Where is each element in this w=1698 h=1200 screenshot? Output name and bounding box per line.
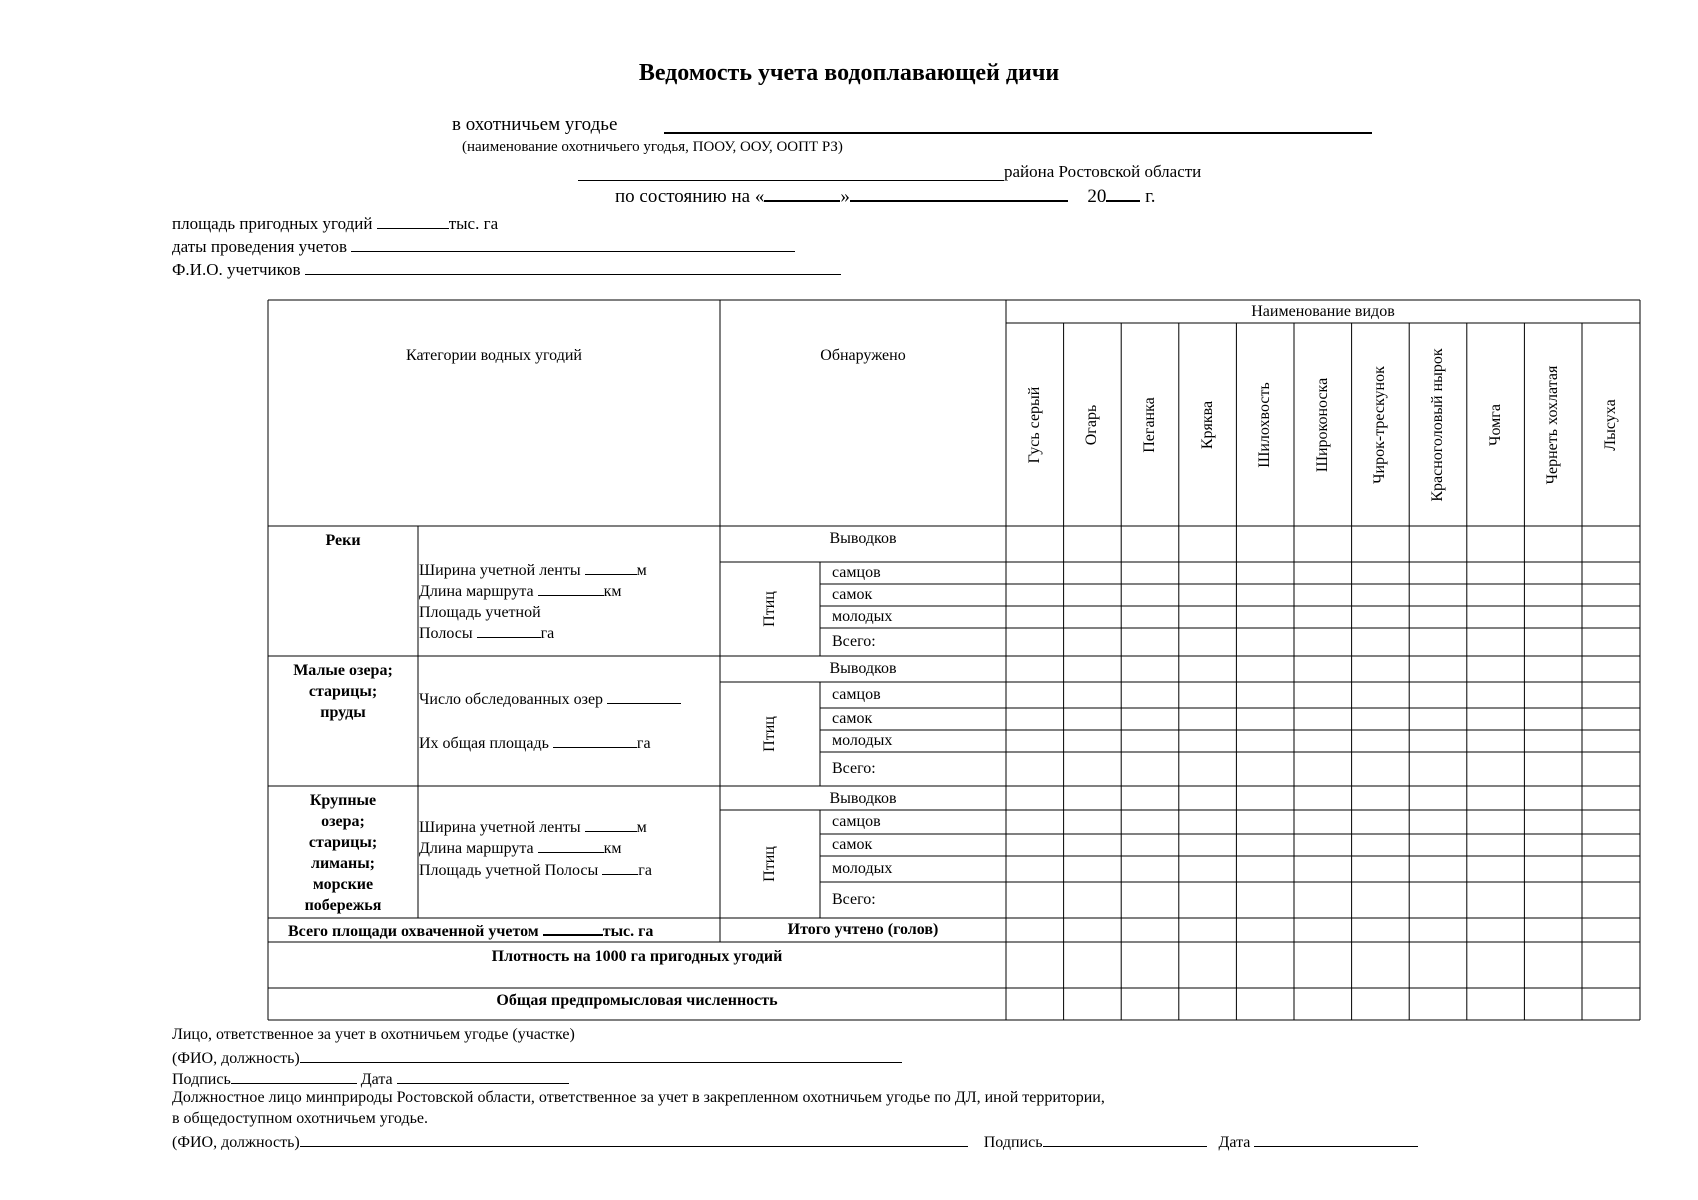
responsible-fio-field[interactable]	[300, 1047, 902, 1063]
category-param	[419, 838, 622, 859]
total-population-label: Общая предпромысловая численность	[496, 992, 778, 1009]
date-label-2: Дата	[1218, 1134, 1251, 1151]
district-suffix: района Ростовской области	[1004, 162, 1202, 181]
param-label: Полосы	[419, 625, 473, 642]
species-header: Шилохвость	[1256, 381, 1274, 468]
sub-row-label: молодых	[832, 732, 893, 749]
official-date-field[interactable]	[1254, 1131, 1418, 1147]
year-prefix: 20	[1087, 186, 1107, 207]
param-field[interactable]	[538, 581, 604, 596]
species-header: Красноголовый нырок	[1429, 347, 1446, 502]
signature-label-2: Подпись	[983, 1134, 1043, 1151]
category-param	[419, 560, 647, 581]
sub-row-label: Всего:	[832, 760, 876, 777]
sub-row-label: Всего:	[832, 891, 876, 908]
sub-row-label: молодых	[832, 860, 893, 877]
birds-label: Птиц	[761, 591, 778, 627]
category-name: морские	[312, 876, 374, 893]
fio-label-2: (ФИО, должность)	[172, 1134, 300, 1151]
sub-row-label: самцов	[832, 564, 881, 581]
header-species: Наименование видов	[1251, 303, 1395, 320]
category-param	[419, 817, 647, 838]
total-area-field[interactable]	[543, 920, 603, 936]
form-title: Ведомость учета водоплавающей дичи	[638, 60, 1060, 86]
density-label: Плотность на 1000 га пригодных угодий	[491, 948, 783, 965]
official-line-2: в общедоступном охотничьем угодье.	[172, 1110, 428, 1127]
official-fio-line	[172, 1131, 1418, 1152]
param-field[interactable]	[553, 733, 637, 748]
sub-row-label: самок	[832, 586, 873, 603]
sub-row-label: самок	[832, 836, 873, 853]
responsible-signature-field[interactable]	[231, 1068, 357, 1084]
category-name: старицы;	[308, 683, 378, 700]
header-found: Обнаружено	[820, 347, 906, 364]
param-unit: км	[603, 583, 622, 600]
hunting-ground-hint: (наименование охотничьего угодья, ПООУ, ООУ, ООПТ РЗ)	[462, 139, 843, 155]
category-name: Малые озера;	[293, 662, 393, 679]
header-categories: Категории водных угодий	[406, 347, 582, 364]
total-area-label: Всего площади охваченной учетом	[288, 923, 539, 940]
param-field[interactable]	[538, 838, 604, 853]
category-name: Реки	[325, 532, 361, 549]
species-header: Огарь	[1083, 404, 1101, 445]
param-label: Ширина учетной ленты	[419, 562, 581, 579]
sub-row-label: молодых	[832, 608, 893, 625]
total-counted-label: Итого учтено (голов)	[787, 921, 939, 938]
species-header: Широконоска	[1313, 377, 1331, 472]
responsible-sign-line	[172, 1068, 569, 1089]
hunting-ground-label: в охотничьем угодье	[452, 114, 618, 135]
param-label: Ширина учетной ленты	[419, 819, 581, 836]
param-unit: м	[636, 819, 647, 836]
param-field[interactable]	[602, 860, 638, 875]
param-label: Их общая площадь	[419, 735, 549, 752]
sub-row-label: самцов	[832, 813, 881, 830]
dates-label: даты проведения учетов	[172, 237, 347, 256]
total-area-row	[288, 920, 718, 942]
birds-label: Птиц	[761, 716, 778, 752]
category-name: пруды	[320, 704, 366, 721]
year-suffix: г.	[1145, 186, 1156, 207]
param-field[interactable]	[585, 817, 637, 832]
official-fio-field[interactable]	[300, 1131, 968, 1147]
param-unit: км	[603, 840, 622, 857]
category-param	[419, 860, 652, 881]
param-unit: га	[638, 862, 652, 879]
category-param	[419, 602, 541, 623]
responsible-label: Лицо, ответственное за учет в охотничьем угодье (участке)	[172, 1026, 575, 1043]
species-header: Гусь серый	[1025, 386, 1043, 463]
param-label: Площадь учетной Полосы	[419, 862, 599, 879]
category-param	[419, 623, 554, 644]
param-field[interactable]	[607, 689, 681, 704]
param-label: Длина маршрута	[419, 840, 534, 857]
species-header: Чернеть хохлатая	[1544, 365, 1562, 484]
category-name: старицы;	[308, 834, 378, 851]
counters-label: Ф.И.О. учетчиков	[172, 260, 301, 279]
as-of-quote-close: »	[840, 186, 850, 207]
responsible-fio-line	[172, 1047, 902, 1068]
broods-label: Выводков	[829, 790, 897, 807]
sub-row-label: Всего:	[832, 633, 876, 650]
param-unit: га	[636, 735, 651, 752]
param-field[interactable]	[477, 623, 541, 638]
category-name: лиманы;	[310, 855, 376, 872]
responsible-date-field[interactable]	[397, 1068, 569, 1084]
sub-row-label: самок	[832, 710, 873, 727]
species-header: Пеганка	[1141, 396, 1158, 453]
official-signature-field[interactable]	[1043, 1131, 1207, 1147]
category-name: побережья	[304, 897, 382, 914]
species-header: Лысуха	[1601, 398, 1619, 451]
broods-label: Выводков	[829, 660, 897, 677]
area-unit: тыс. га	[448, 214, 499, 233]
param-label: Длина маршрута	[419, 583, 534, 600]
date-label: Дата	[360, 1071, 393, 1088]
species-header: Кряква	[1198, 400, 1216, 449]
category-param	[419, 733, 651, 754]
official-line-1: Должностное лицо минприроды Ростовской области, ответственное за учет в закрепленном охотничьем угодье по ДЛ, иной территории,	[172, 1089, 1105, 1106]
param-unit: га	[540, 625, 555, 642]
param-label: Площадь учетной	[419, 604, 541, 621]
param-label: Число обследованных озер	[419, 691, 604, 708]
param-field[interactable]	[585, 560, 637, 575]
category-name: озера;	[321, 813, 365, 830]
species-header: Чирок-трескунок	[1371, 365, 1389, 484]
category-name: Крупные	[309, 792, 377, 809]
broods-label: Выводков	[829, 530, 897, 547]
param-unit: м	[636, 562, 647, 579]
as-of-prefix: по состоянию на «	[615, 186, 765, 207]
sub-row-label: самцов	[832, 686, 881, 703]
total-area-unit: тыс. га	[602, 923, 654, 940]
fio-label: (ФИО, должность)	[172, 1050, 300, 1067]
category-param	[419, 689, 681, 710]
signature-label: Подпись	[172, 1071, 231, 1088]
birds-label: Птиц	[761, 846, 778, 882]
species-header: Чомга	[1486, 403, 1504, 446]
category-param	[419, 581, 622, 602]
area-label: площадь пригодных угодий	[172, 214, 373, 233]
